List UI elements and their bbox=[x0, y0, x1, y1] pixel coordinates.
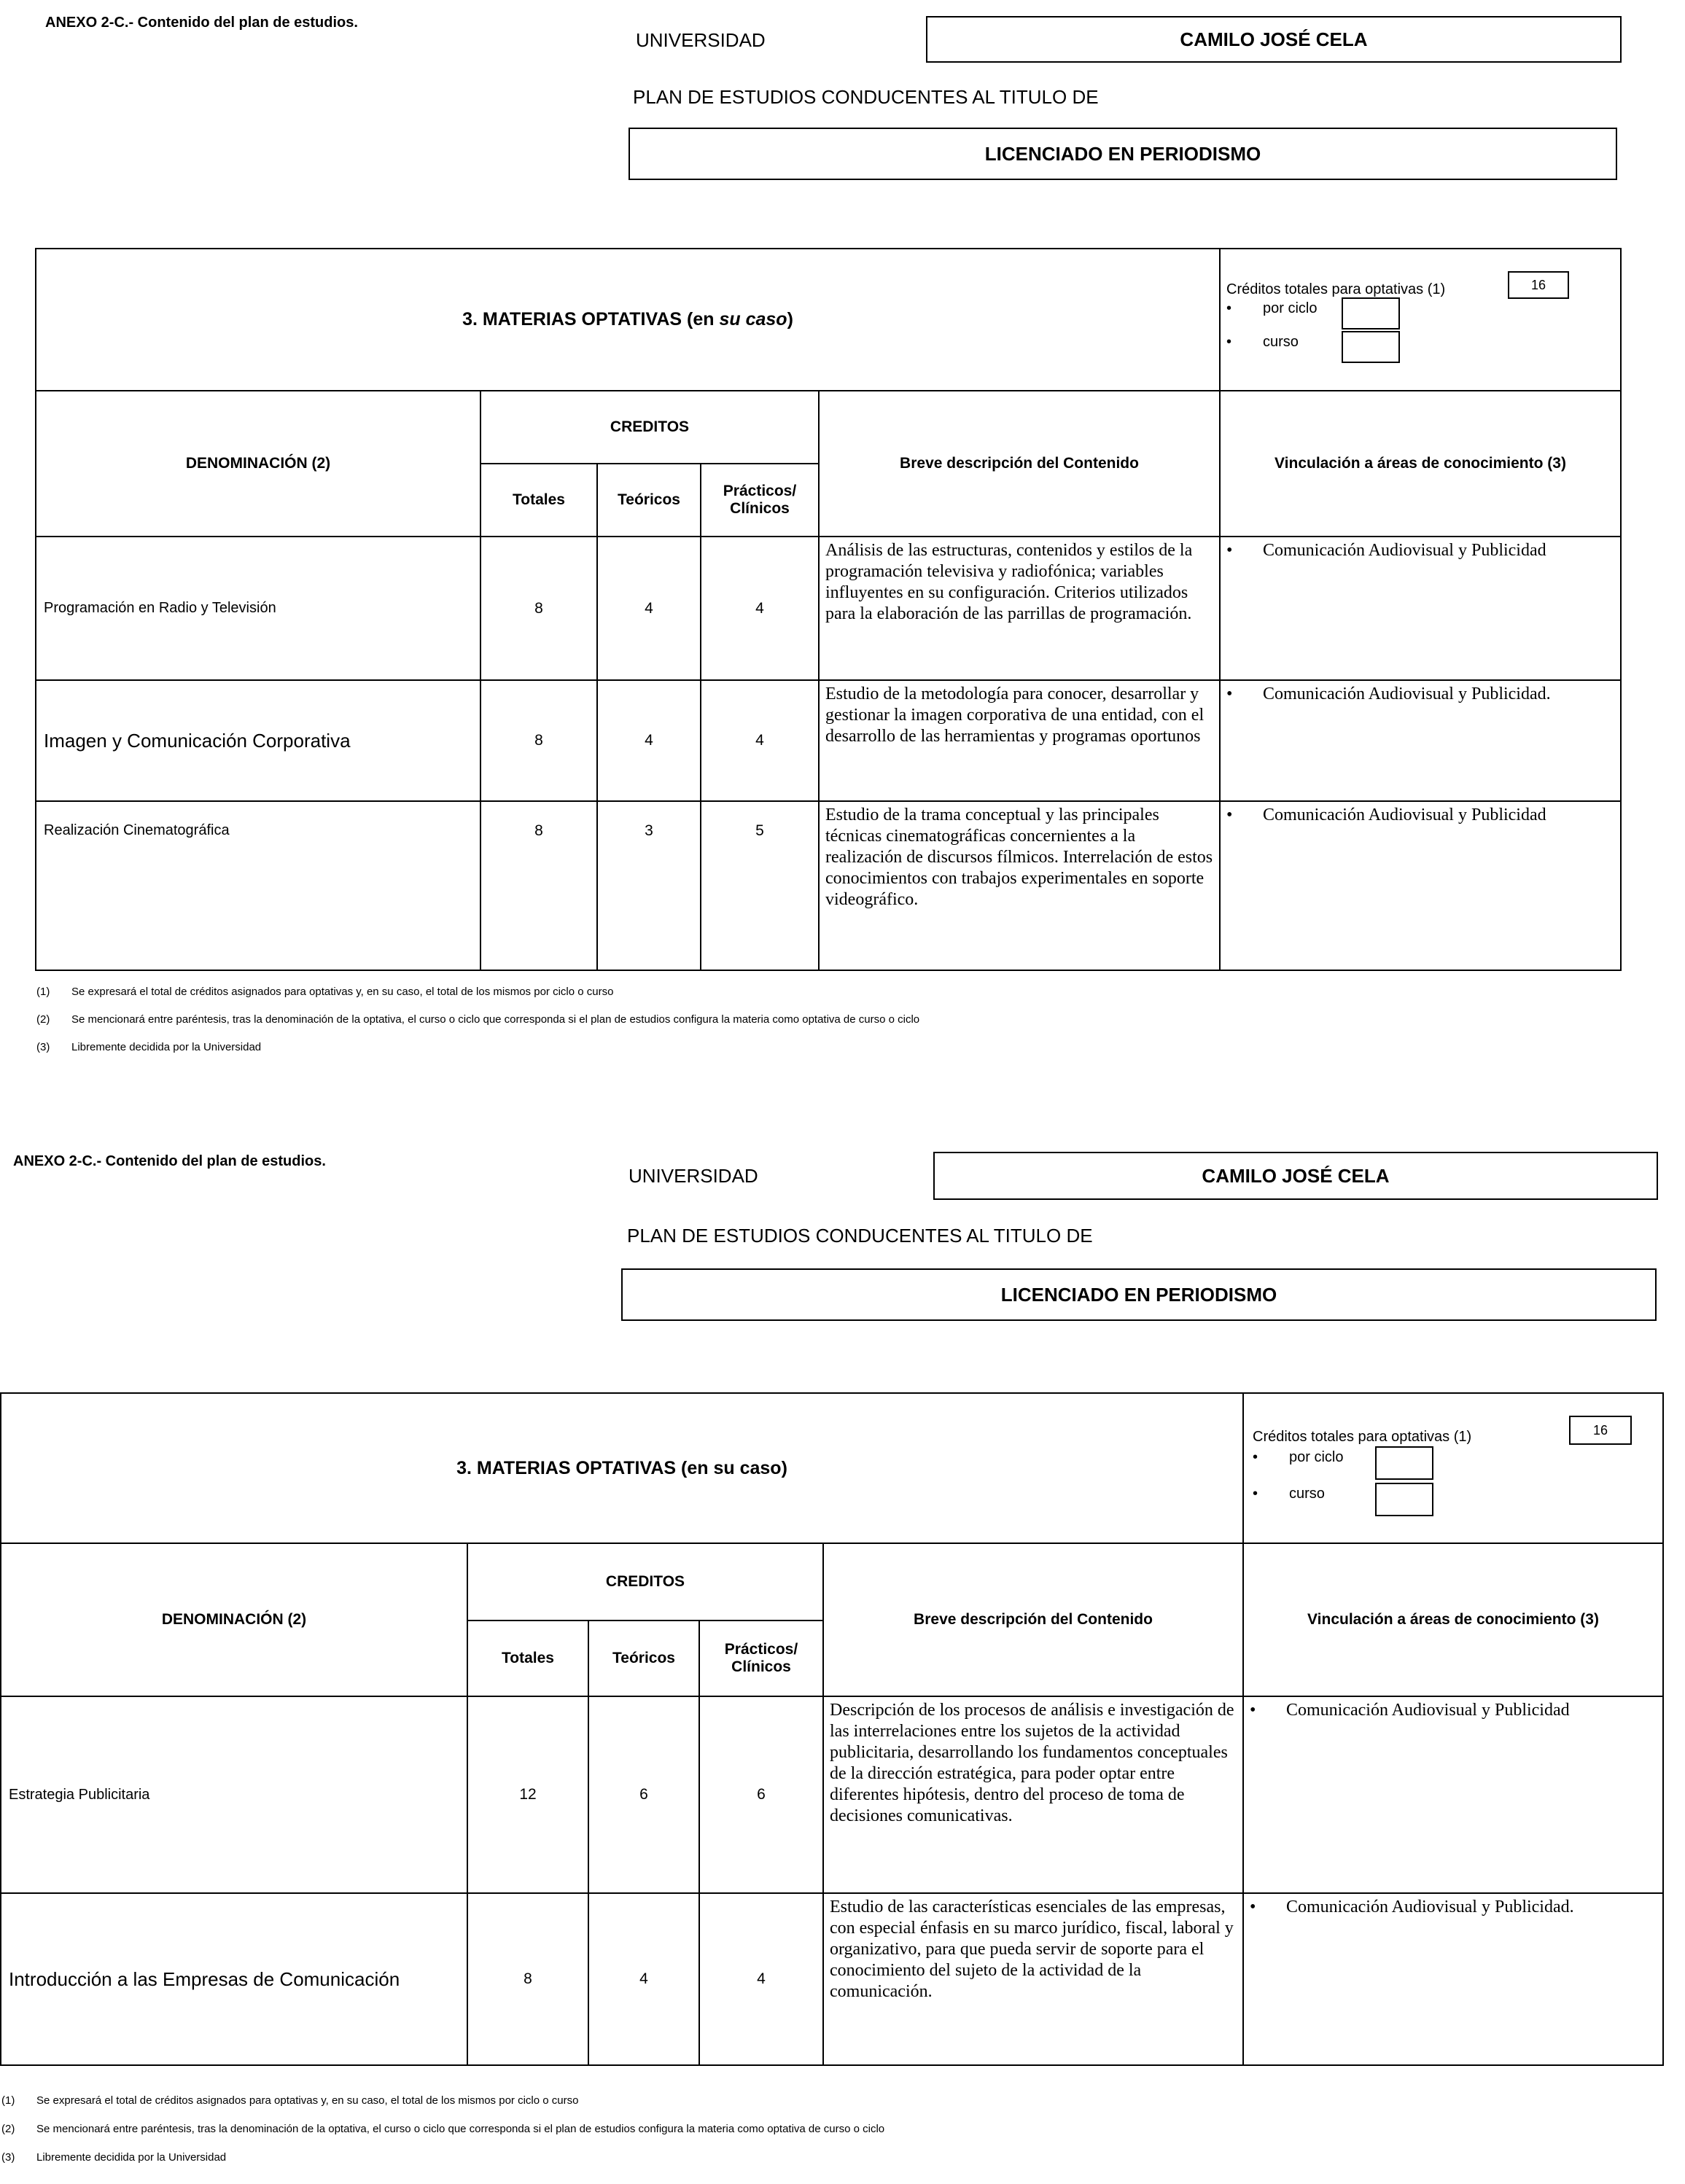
university-name-box bbox=[926, 16, 1622, 63]
knowledge-area: • Comunicación Audiovisual y Publicidad bbox=[1220, 537, 1621, 680]
credits-practice: 4 bbox=[701, 537, 819, 680]
subject-name: Introducción a las Empresas de Comunicación bbox=[1, 1893, 467, 2065]
credits-total: 12 bbox=[467, 1696, 588, 1893]
col-header-credits: CREDITOS bbox=[467, 1543, 823, 1621]
subject-description: Estudio de la metodología para conocer, desarrollar y gestionar la imagen corporativa de una entidad, con el desarrollo de las herramientas y programas oportunos bbox=[819, 680, 1220, 801]
subject-name: Imagen y Comunicación Corporativa bbox=[36, 680, 480, 801]
section-title: 3. MATERIAS OPTATIVAS (en su caso) bbox=[1, 1393, 1243, 1543]
university-name: CAMILO JOSÉ CELA bbox=[1202, 1164, 1390, 1187]
document-page-2 bbox=[0, 1092, 1685, 2184]
footnote-3: (3) Libremente decidida por la Universidad bbox=[36, 1041, 262, 1053]
col-header-description: Breve descripción del Contenido bbox=[819, 391, 1220, 537]
credits-practice: 5 bbox=[701, 801, 819, 970]
col-header-total: Totales bbox=[480, 464, 597, 537]
per-cycle-box bbox=[1342, 297, 1400, 329]
knowledge-area: • Comunicación Audiovisual y Publicidad bbox=[1243, 1696, 1663, 1893]
degree-box bbox=[621, 1268, 1657, 1321]
subject-name: Estrategia Publicitaria bbox=[1, 1696, 467, 1893]
university-name-box bbox=[933, 1152, 1658, 1200]
credits-summary bbox=[1243, 1393, 1663, 1543]
credits-total-box: 16 bbox=[1508, 271, 1569, 299]
footnote-2: (2) Se mencionará entre paréntesis, tras la denominación de la optativa, el curso o ciclo que corresponda si el plan de estudios configura la materia como optativa de curso o ciclo bbox=[36, 1013, 920, 1026]
knowledge-area: • Comunicación Audiovisual y Publicidad. bbox=[1243, 1893, 1663, 2065]
credits-practice: 4 bbox=[701, 680, 819, 801]
credits-total-label: Créditos totales para optativas (1) bbox=[1253, 1429, 1472, 1445]
per-course-label: • curso bbox=[1226, 334, 1299, 350]
degree-name: LICENCIADO EN PERIODISMO bbox=[984, 142, 1261, 165]
per-cycle-label: • por ciclo bbox=[1253, 1449, 1344, 1465]
col-header-areas: Vinculación a áreas de conocimiento (3) bbox=[1243, 1543, 1663, 1696]
per-course-label: • curso bbox=[1253, 1486, 1325, 1502]
footnote-1: (1) Se expresará el total de créditos asignados para optativas y, en su caso, el total de los mismos por ciclo o curso bbox=[1, 2094, 579, 2107]
credits-total: 8 bbox=[480, 537, 597, 680]
table-row bbox=[1, 1696, 1663, 1893]
credits-total: 8 bbox=[480, 801, 597, 970]
credits-total-label: Créditos totales para optativas (1) bbox=[1226, 281, 1446, 297]
col-header-areas: Vinculación a áreas de conocimiento (3) bbox=[1220, 391, 1621, 537]
knowledge-area: • Comunicación Audiovisual y Publicidad bbox=[1220, 801, 1621, 970]
footnote-3: (3) Libremente decidida por la Universidad bbox=[1, 2151, 227, 2164]
degree-name: LICENCIADO EN PERIODISMO bbox=[1000, 1283, 1277, 1306]
credits-theory: 4 bbox=[588, 1893, 699, 2065]
credits-total: 8 bbox=[467, 1893, 588, 2065]
university-label: UNIVERSIDAD bbox=[636, 29, 766, 51]
footnote-1: (1) Se expresará el total de créditos asignados para optativas y, en su caso, el total de los mismos por ciclo o curso bbox=[36, 986, 614, 998]
credits-summary bbox=[1220, 249, 1621, 391]
section-title: 3. MATERIAS OPTATIVAS (en su caso) bbox=[36, 249, 1220, 391]
optional-subjects-table bbox=[0, 1392, 1664, 2066]
col-header-practice: Prácticos/ Clínicos bbox=[701, 464, 819, 537]
subject-description: Estudio de las características esenciales de las empresas, con especial énfasis en su marco jurídico, fiscal, laboral y organizativo, para que pueda servir de soporte para el conocimiento del sujeto de la actividad de la comunicación. bbox=[823, 1893, 1243, 2065]
subject-description: Descripción de los procesos de análisis e investigación de las interrelaciones entre los sujetos de la actividad publicitaria, desarrollando los fundamentos conceptuales de la dirección estratégica, para poder optar entre diferentes hipótesis, dentro del proceso de toma de decisiones comunicativas. bbox=[823, 1696, 1243, 1893]
knowledge-area: • Comunicación Audiovisual y Publicidad. bbox=[1220, 680, 1621, 801]
subject-description: Análisis de las estructuras, contenidos y estilos de la programación televisiva y radiofónica; variables influyentes en su configuración. Criterios utilizados para la elaboración de las parrillas de programación. bbox=[819, 537, 1220, 680]
credits-theory: 4 bbox=[597, 680, 701, 801]
col-header-total: Totales bbox=[467, 1621, 588, 1696]
plan-label: PLAN DE ESTUDIOS CONDUCENTES AL TITULO DE bbox=[633, 86, 1099, 108]
credits-total-box: 16 bbox=[1569, 1416, 1632, 1445]
credits-theory: 3 bbox=[597, 801, 701, 970]
col-header-name: DENOMINACIÓN (2) bbox=[1, 1543, 467, 1696]
per-course-box bbox=[1375, 1483, 1433, 1516]
annex-title: ANEXO 2-C.- Contenido del plan de estudios. bbox=[45, 15, 358, 31]
table-row bbox=[36, 680, 1621, 801]
credits-practice: 4 bbox=[699, 1893, 823, 2065]
credits-practice: 6 bbox=[699, 1696, 823, 1893]
col-header-name: DENOMINACIÓN (2) bbox=[36, 391, 480, 537]
col-header-description: Breve descripción del Contenido bbox=[823, 1543, 1243, 1696]
col-header-credits: CREDITOS bbox=[480, 391, 819, 464]
credits-total: 8 bbox=[480, 680, 597, 801]
subject-name: Programación en Radio y Televisión bbox=[36, 537, 480, 680]
credits-theory: 6 bbox=[588, 1696, 699, 1893]
per-course-box bbox=[1342, 331, 1400, 363]
col-header-theory: Teóricos bbox=[597, 464, 701, 537]
table-row bbox=[1, 1893, 1663, 2065]
footnote-2: (2) Se mencionará entre paréntesis, tras la denominación de la optativa, el curso o ciclo que corresponda si el plan de estudios configura la materia como optativa de curso o ciclo bbox=[1, 2123, 885, 2135]
table-row bbox=[36, 801, 1621, 970]
degree-box bbox=[629, 128, 1617, 180]
subject-description: Estudio de la trama conceptual y las principales técnicas cinematográficas concernientes a la realización de discursos fílmicos. Interrelación de estos conocimientos con trabajos experimentales en soporte videográfico. bbox=[819, 801, 1220, 970]
annex-title: ANEXO 2-C.- Contenido del plan de estudios. bbox=[13, 1153, 326, 1169]
col-header-practice: Prácticos/ Clínicos bbox=[699, 1621, 823, 1696]
subject-name: Realización Cinematográfica bbox=[36, 801, 480, 970]
table-row bbox=[36, 537, 1621, 680]
optional-subjects-table bbox=[35, 248, 1622, 971]
university-name: CAMILO JOSÉ CELA bbox=[1180, 28, 1368, 50]
credits-theory: 4 bbox=[597, 537, 701, 680]
plan-label: PLAN DE ESTUDIOS CONDUCENTES AL TITULO DE bbox=[627, 1225, 1093, 1247]
col-header-theory: Teóricos bbox=[588, 1621, 699, 1696]
university-label: UNIVERSIDAD bbox=[629, 1165, 758, 1187]
per-cycle-label: • por ciclo bbox=[1226, 300, 1318, 316]
per-cycle-box bbox=[1375, 1446, 1433, 1480]
